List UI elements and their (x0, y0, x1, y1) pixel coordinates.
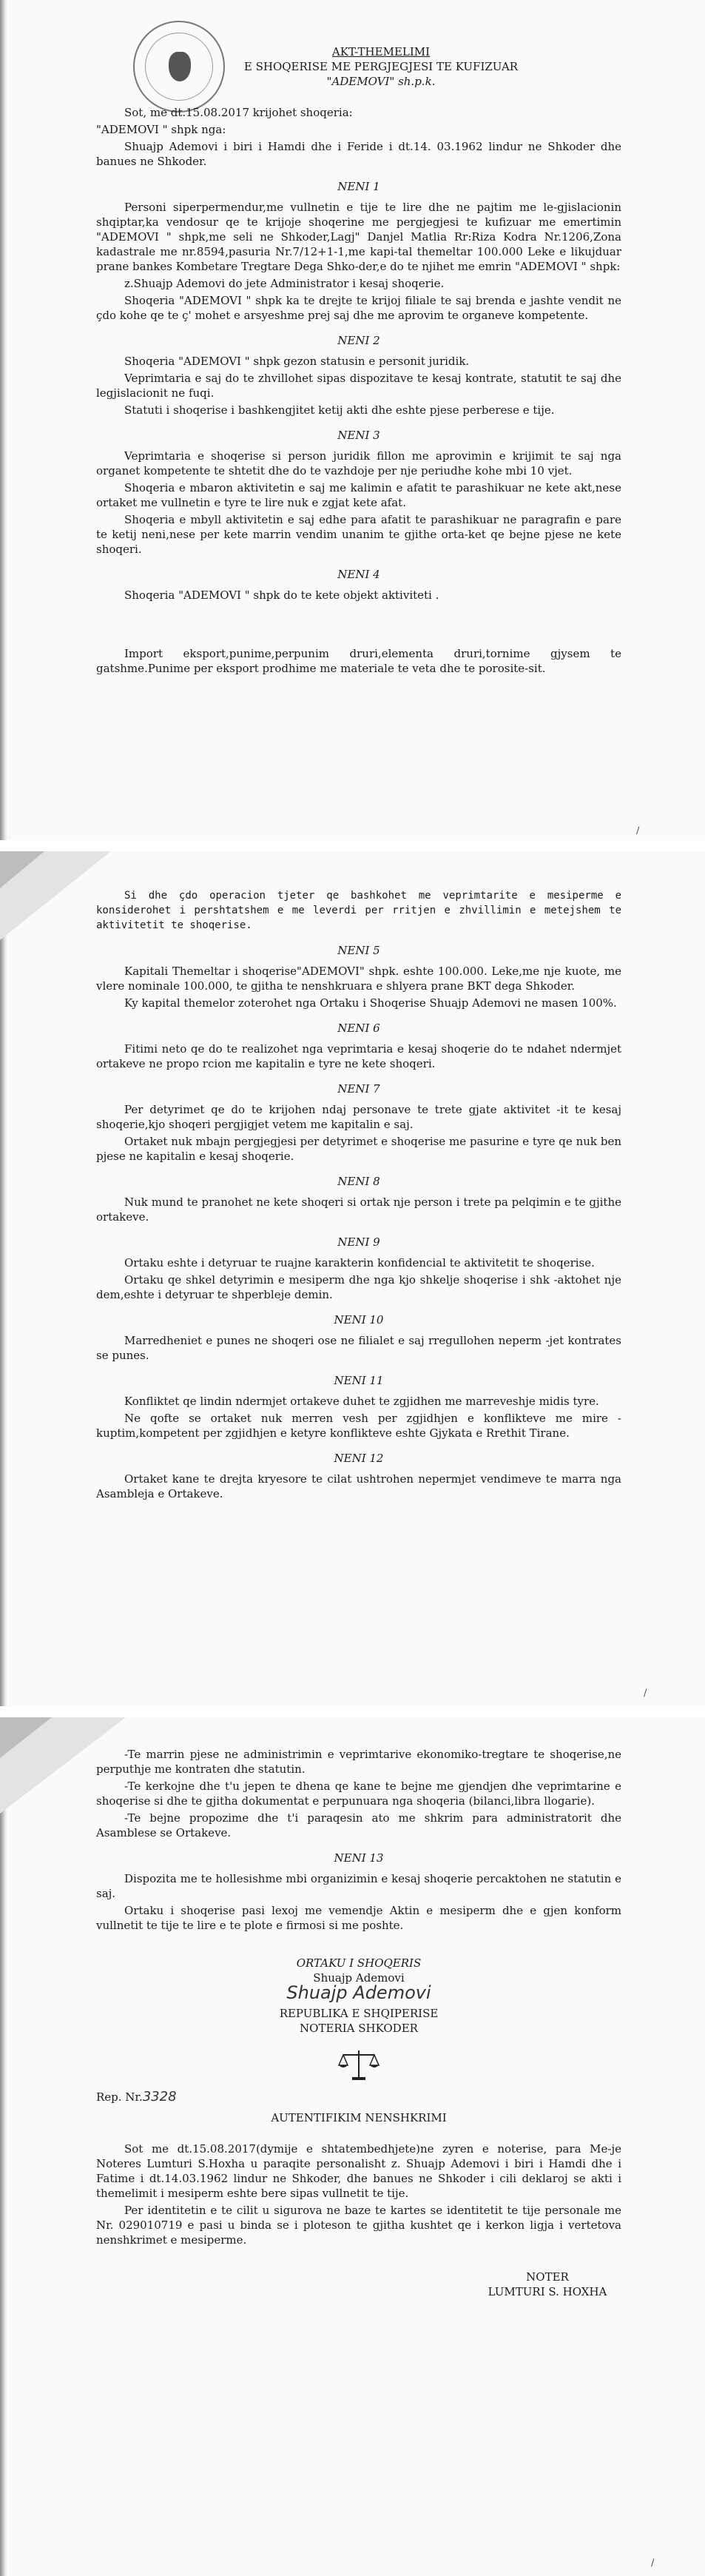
authentication-title: AUTENTIFIKIM NENSHKRIMI (271, 2111, 447, 2124)
article-paragraph: Dispozita me te hollesishme mbi organizimin e kesaj shoqerie percaktohen ne statutin e saj. (96, 1872, 621, 1900)
justice-scales-icon (96, 2047, 621, 2085)
article-heading: NENI 7 (337, 1082, 380, 1096)
republic-label: REPUBLIKA E SHQIPERISE (279, 2007, 439, 2020)
article-paragraph: Marredheniet e punes ne shoqeri ose ne filialet e saj rregullohen neperm -jet kontrates se punes. (96, 1334, 621, 1362)
page-corner-mark: / (636, 825, 640, 836)
document-subtitle: E SHOQERISE ME PERGJEGJESI TE KUFIZUAR (243, 60, 519, 73)
article-paragraph: Ne qofte se ortaket nuk merren vesh per zgjidhjen e konflikteve me mire -kuptim,kompetent per zgjidhjen e ketyre konflikteve eshte Gjykata e Rrethit Tirane. (96, 1412, 621, 1440)
page-edge-shadow (0, 1717, 7, 2576)
document-page-3 (0, 1717, 705, 2576)
article-paragraph: Konfliktet qe lindin ndermjet ortakeve duhet te zgjidhen me marreveshje midis tyre. (124, 1395, 599, 1408)
article-paragraph: Ky kapital themelor zoterohet nga Ortaku i Shoqerise Shuajp Ademovi ne masen 100%. (124, 996, 617, 1010)
article-heading: NENI 4 (337, 568, 380, 581)
article-paragraph: z.Shuajp Ademovi do jete Administrator i kesaj shoqerie. (124, 277, 445, 290)
page-corner-mark: / (644, 1688, 647, 1699)
intro-line-3: Shuajp Ademovi i biri i Hamdi dhe i Feride i dt.14. 03.1962 lindur ne Shkoder dhe banues ne Shkoder. (96, 140, 621, 168)
article-heading: NENI 2 (337, 334, 380, 347)
signatory-name: Shuajp Ademovi (313, 1971, 405, 1985)
intro-line-2: "ADEMOVI " shpk nga: (96, 123, 226, 136)
article-paragraph: Ortaku qe shkel detyrimin e mesiperm dhe nga kjo shkelje shoqerise i shk -aktohet nje dem,eshte i detyruar te shperbleje demin. (96, 1273, 621, 1301)
authentication-paragraph: Per identitetin e te cilit u sigurova ne baze te kartes se identitetit te tije personale me Nr. 029010719 e pasi u binda se i ploteson te gjitha kushtet qe i kerkon ligja i vertetova nenshkrimet e mesiperme. (96, 2204, 621, 2247)
signature-block (96, 1956, 621, 2085)
document-title: AKT-THEMELIMI (331, 45, 431, 58)
article-heading: NENI 3 (337, 429, 380, 442)
article-heading: NENI 1 (337, 180, 380, 193)
article-paragraph: Kapitali Themeltar i shoqerise"ADEMOVI" shpk. eshte 100.000. Leke,me nje kuote, me vlere nominale 100.000, te gjitha te nenshkruara e shlyera prane BKT dega Shkoder. (96, 965, 621, 993)
article-heading: NENI 11 (334, 1374, 384, 1387)
article-paragraph: Shoqeria e mbyll aktivitetin e saj edhe para afatit te parashikuar ne paragrafin e pare te ketij neni,nese per kete marrin vendim unanim te gjithe orta-ket qe bejne pjese ne kete shoqeri. (96, 513, 621, 556)
rep-number-line (96, 2090, 621, 2104)
company-name: "ADEMOVI" sh.p.k. (326, 75, 436, 88)
rep-label: Rep. Nr. (96, 2090, 143, 2104)
article-paragraph: Import eksport,punime,perpunim druri,elementa druri,tornime gjysem te gatshme.Punime per eksport prodhime me materiale te veta dhe te porosite-sit. (96, 647, 621, 675)
article-heading: NENI 8 (337, 1175, 380, 1188)
article-paragraph: Ortaket nuk mbajn pergjegjesi per detyrimet e shoqerise me pasurine e tyre qe nuk ben pjese ne kapitalin e kesaj shoqerie. (96, 1135, 621, 1163)
rights-item: -Te bejne propozime dhe t'i paraqesin ato me shkrim para administratorit dhe Asamblese se Ortakeve. (96, 1811, 621, 1839)
article-heading: NENI 5 (337, 944, 380, 957)
article-paragraph: Fitimi neto qe do te realizohet nga veprimtaria e kesaj shoqerie do te ndahet ndermjet ortakeve ne propo rcion me kapitalin e tyre ne kete shoqeri. (96, 1042, 621, 1070)
article-heading: NENI 9 (337, 1235, 380, 1249)
page-corner-mark: / (651, 2557, 655, 2569)
notary-name: LUMTURI S. HOXHA (488, 2285, 607, 2298)
article-paragraph: Shoqeria "ADEMOVI " shpk gezon statusin e personit juridik. (124, 355, 470, 368)
signature-heading: ORTAKU I SHOQERIS (296, 1956, 422, 1970)
article-paragraph: Ortaku i shoqerise pasi lexoj me vemendje Aktin e mesiperm dhe e gjen konform vullnetit te tije te lire e te plote e firmosi si me poshte. (96, 1904, 621, 1932)
article-paragraph: Ortaku eshte i detyruar te ruajne karakterin konfidencial te aktivitetit te shoqerise. (124, 1256, 595, 1269)
article-paragraph: Shoqeria e mbaron aktivitetin e saj me kalimin e afatit te parashikuar ne kete akt,nese ortaket me vullnetin e tyre te lire nuk e zgjat kete afat. (96, 481, 621, 509)
rights-item: -Te kerkojne dhe t'u jepen te dhena qe kane te bejne me gjendjen dhe veprimtarine e shoqerise si dhe te gjitha dokumentat e perpunuara nga shoqeria (bilanci,libra llogarie). (96, 1780, 621, 1808)
article-paragraph: Per detyrimet qe do te krijohen ndaj personave te trete gjate aktivitet -it te kesaj shoqerie,kjo shoqeri pergjigjet vetem me kapitalin e saj. (96, 1103, 621, 1131)
page-1-body (96, 44, 621, 678)
rights-item: -Te marrin pjese ne administrimin e veprimtarive ekonomiko-tregtare te shoqerise,ne perputhje me kontraten dhe statutin. (96, 1748, 621, 1776)
article-paragraph: Shoqeria "ADEMOVI " shpk do te kete objekt aktiviteti . (124, 588, 439, 602)
page-2-body (96, 888, 621, 1503)
folded-corner (0, 851, 111, 940)
article-paragraph: Shoqeria "ADEMOVI " shpk ka te drejte te krijoj filiale te saj brenda e jashte vendit ne çdo kohe qe te ç' mohet e arsyeshme prej saj dhe me aprovim te organeve kompetente. (96, 294, 621, 322)
article-heading: NENI 13 (334, 1851, 384, 1865)
notary-label: NOTER (526, 2270, 569, 2284)
article-paragraph: Ortaket kane te drejta kryesore te cilat ushtrohen nepermjet vendimeve te marra nga Asambleja e Ortakeve. (96, 1472, 621, 1500)
article-paragraph: Statuti i shoqerise i bashkengjitet ketij akti dhe eshte pjese perberese e tije. (124, 403, 555, 417)
document-page-2 (0, 851, 705, 1706)
article-paragraph: Nuk mund te pranohet ne kete shoqeri si ortak nje person i trete pa pelqimin e te gjithe ortakeve. (96, 1195, 621, 1224)
intro-line-1: Sot, me dt.15.08.2017 krijohet shoqeria: (124, 106, 353, 119)
article-heading: NENI 12 (334, 1452, 384, 1465)
authentication-paragraph: Sot me dt.15.08.2017(dymije e shtatembedhjete)ne zyren e noterise, para Me-je Noteres Lumturi S.Hoxha u paraqite personalisht z. Shuajp Ademovi i biri i Hamdi dhe i Fatime i dt.14.03.1962 lindur ne Shkoder, dhe banues ne Shkoder i cili deklaroj se akti i themelimit i mesiperm eshte bere sipas vullnetit te tije. (96, 2142, 621, 2200)
page-edge-shadow (0, 0, 7, 840)
article-paragraph: Veprimtaria e saj do te zhvillohet sipas dispozitave te kesaj kontrate, statutit te saj dhe legjislacionit ne fuqi. (96, 372, 621, 400)
notary-office-label: NOTERIA SHKODER (300, 2022, 418, 2035)
article-paragraph: Veprimtaria e shoqerise si person juridik fillon me aprovimin e krijimit te saj nga organet kompetente te shtetit dhe do te vazhdoje per nje periudhe kohe mbi 10 vjet. (96, 449, 621, 477)
article-paragraph: Si dhe çdo operacion tjeter qe bashkohet me veprimtarite e mesiperme e konsiderohet i pershtatshem e me leverdi per rritjen e zhvillimin e metejshem te aktivitetit te shoqerise. (96, 890, 621, 931)
article-heading: NENI 10 (334, 1313, 384, 1326)
document-page-1 (0, 0, 705, 840)
page-3-body (96, 1747, 621, 2299)
handwritten-signature: Shuajp Ademovi (286, 1982, 431, 2003)
article-heading: NENI 6 (337, 1022, 380, 1035)
article-paragraph: Personi siperpermendur,me vullnetin e tije te lire dhe ne pajtim me le-gjislacionin shqiptar,ka vendosur qe te krijoje shoqerine me pergjegjesi te kufizuar me emertimin "ADEMOVI " shpk,me seli ne Shkoder,Lagj" Danjel Matlia Rr:Riza Kodra Nr.1206,Zona kadastrale me nr.8594,pasuria Nr.7/12+1-1,me kapi-tal themeltar 100.000 Leke e likujduar prane bankes Kombetare Tregtare Dega Shko-der,e do te njihet me emrin "ADEMOVI " shpk: (96, 201, 621, 273)
notary-block (481, 2270, 614, 2299)
rep-number: 3328 (142, 2089, 177, 2104)
page-edge-shadow (0, 851, 7, 1706)
